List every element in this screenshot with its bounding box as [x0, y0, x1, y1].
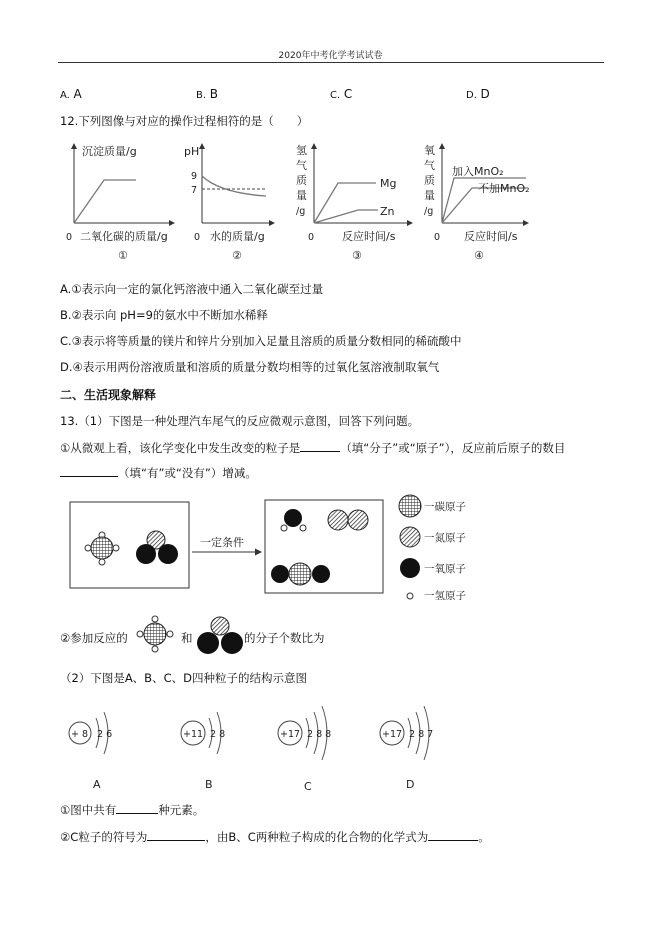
- particle-c-electrons: 2 8 8: [307, 729, 332, 740]
- graph-3-mg-label: Mg: [380, 177, 397, 190]
- q13-sub3-text-a: ①图中共有: [60, 803, 117, 817]
- atom-legend: [399, 495, 466, 600]
- graph-2-number: ②: [232, 249, 242, 262]
- legend-nitrogen-icon: [400, 527, 420, 547]
- hydrogen-atom: [167, 631, 173, 637]
- graph-4-ylabel-2: 气: [424, 159, 435, 172]
- methane-molecule: [85, 532, 119, 565]
- oxygen-atom: [284, 509, 302, 527]
- legend-carbon-icon: [399, 495, 421, 517]
- q13-sub1-line1: [60, 440, 565, 456]
- q12-stem: 12.下列图像与对应的操作过程相符的是（ ）: [60, 114, 309, 128]
- particle-c-charge: +17: [280, 729, 301, 740]
- graph-3-ylabel-2: 气: [296, 159, 307, 172]
- oxygen-atom: [312, 565, 330, 583]
- particle-b-electrons: 2 8: [210, 729, 226, 740]
- graph-3-zn-label: Zn: [380, 205, 395, 218]
- q12-graphs: [60, 138, 540, 266]
- legend-hydrogen-icon: [407, 593, 413, 599]
- legend-hydrogen-label: 一氢原子: [424, 590, 466, 600]
- graph-3-mg-line: [314, 183, 376, 223]
- q12-option-d: D.④表示用两份溶液质量和溶质的质量分数均相等的过氧化氢溶液制取氧气: [60, 360, 440, 374]
- option-letter: D.: [466, 90, 477, 101]
- particle-c-label: C: [304, 780, 312, 793]
- carbon-atom: [144, 623, 166, 645]
- q13-sub4-text-c: 。: [478, 830, 490, 844]
- q13-sub2-text-c: 的分子个数比为: [244, 631, 325, 645]
- graph-4: [424, 143, 530, 262]
- graph-2-tick-7: 7: [191, 185, 198, 196]
- graph-1-ylabel: 沉淀质量/g: [82, 145, 137, 158]
- particle-a-electrons: 2 6: [97, 729, 113, 740]
- nitrogen-atom: [211, 617, 229, 635]
- graph-4-origin: 0: [434, 232, 441, 243]
- graph-3-origin: 0: [308, 232, 315, 243]
- graph-4-ylabel-4: 量: [424, 189, 435, 202]
- option-value: B: [209, 87, 218, 101]
- particle-c: [278, 706, 331, 793]
- hydrogen-atom: [300, 525, 306, 531]
- nitrogen-molecule: [328, 510, 368, 530]
- carbon-atom: [91, 537, 113, 559]
- graph-3-ylabel-3: 质: [296, 174, 307, 187]
- q12-option-b: B.②表示向 pH=9的氨水中不断加水稀释: [60, 308, 268, 322]
- q13-sub4: [60, 829, 490, 845]
- q11-option-b: [196, 87, 218, 101]
- oxygen-atom: [197, 632, 219, 654]
- hydrogen-atom: [152, 616, 158, 622]
- oxygen-atom: [271, 565, 289, 583]
- hydrogen-atom: [99, 559, 105, 565]
- particle-d-label: D: [406, 778, 415, 791]
- graph-3-ylabel-1: 氢: [296, 144, 307, 157]
- graph-3-number: ③: [352, 249, 362, 262]
- section-2-title: 二、生活现象解释: [60, 388, 157, 402]
- methane-inline: [132, 612, 178, 656]
- q13-sub1-text-c: （填“有”或“没有”）增减。: [118, 466, 257, 480]
- particle-b: [181, 712, 225, 791]
- oxygen-atom: [221, 632, 243, 654]
- legend-carbon-label: 一碳原子: [424, 501, 466, 513]
- particle-d: [380, 706, 433, 791]
- hydrogen-atom: [152, 646, 158, 652]
- graph-4-ylabel-1: 氧: [424, 144, 435, 157]
- q11-option-a: [60, 87, 82, 101]
- oxygen-atom: [136, 544, 156, 564]
- particle-d-electrons: 2 8 7: [409, 729, 434, 740]
- graph-2-tick-9: 9: [191, 171, 198, 182]
- answer-blank-4[interactable]: [147, 830, 205, 841]
- q13-sub3: [60, 802, 204, 818]
- graph-1-number: ①: [118, 249, 128, 262]
- graph-2-ylabel: pH: [184, 145, 200, 158]
- legend-oxygen-icon: [400, 558, 420, 578]
- particle-b-label: B: [205, 778, 213, 791]
- graph-4-no-mno2-label: 不加MnO₂: [478, 182, 530, 195]
- option-letter: B.: [196, 90, 207, 101]
- graph-2-xlabel: 水的质量/g: [210, 230, 265, 243]
- q13-sub1-text-a: ①从微观上看，该化学变化中发生改变的粒子是: [60, 441, 301, 455]
- oxygen-atom: [158, 544, 178, 564]
- graph-2-curve: [202, 176, 266, 196]
- legend-oxygen-label: 一氧原子: [424, 563, 466, 575]
- graph-3-ylabel-4: 量: [296, 189, 307, 202]
- graph-4-mno2-label: 加入MnO₂: [452, 165, 504, 178]
- water-molecule: [281, 509, 306, 531]
- header-divider: [58, 62, 604, 63]
- legend-nitrogen-label: 一氮原子: [424, 532, 466, 544]
- q12-option-c: C.③表示将等质量的镁片和锌片分别加入足量且溶质的质量分数相同的稀硫酸中: [60, 334, 462, 348]
- q13-sub1-line2: [60, 465, 257, 481]
- hydrogen-atom: [113, 545, 119, 551]
- particle-a-charge: + 8: [71, 729, 89, 740]
- answer-blank-3[interactable]: [116, 803, 158, 814]
- option-value: D: [480, 87, 490, 101]
- graph-3-xlabel: 反应时间/s: [342, 230, 396, 243]
- graph-4-ylabel-3: 质: [424, 174, 435, 187]
- graph-3-zn-line: [314, 210, 378, 223]
- graph-2-origin: 0: [194, 232, 201, 243]
- nitrogen-atom: [348, 510, 368, 530]
- no2-molecule: [136, 531, 178, 564]
- particle-a-label: A: [93, 778, 101, 791]
- nitrogen-atom: [328, 510, 348, 530]
- q13-sub3-text-b: 种元素。: [158, 803, 205, 817]
- q12-option-a: A.①表示向一定的氯化钙溶液中通入二氧化碳至过量: [60, 282, 324, 296]
- answer-blank-5[interactable]: [428, 830, 478, 841]
- particle-b-charge: +11: [183, 729, 204, 740]
- q13-part2-intro: （2）下图是A、B、C、D四种粒子的结构示意图: [60, 671, 307, 685]
- q13-intro: 13.（1）下图是一种处理汽车尾气的反应微观示意图，回答下列问题。: [60, 414, 420, 428]
- particle-d-charge: +17: [382, 729, 403, 740]
- q13-sub2-text-a: ②参加反应的: [60, 631, 128, 645]
- graph-3: [296, 143, 410, 262]
- reaction-condition: 一定条件: [200, 536, 244, 549]
- answer-blank-1[interactable]: [300, 441, 340, 452]
- carbon-atom: [289, 563, 311, 585]
- no2-inline: [196, 616, 244, 656]
- q11-option-c: [330, 87, 352, 101]
- hydrogen-atom: [137, 631, 143, 637]
- graph-1: [66, 144, 172, 262]
- option-value: A: [73, 87, 82, 101]
- page-header: 2020年中考化学考试试卷: [278, 51, 383, 61]
- graph-3-ylabel-5: /g: [296, 206, 306, 217]
- hydrogen-atom: [281, 525, 287, 531]
- reaction-diagram: [60, 490, 480, 600]
- option-letter: C.: [330, 90, 341, 101]
- hydrogen-atom: [85, 545, 91, 551]
- graph-4-number: ④: [474, 249, 484, 262]
- graph-2: [184, 145, 272, 262]
- q13-sub1-text-b: （填“分子”或“原子”），反应前后原子的数目: [340, 441, 566, 455]
- q13-sub4-text-a: ②C粒子的符号为: [60, 830, 148, 844]
- q11-option-d: [466, 87, 490, 101]
- graph-1-xlabel: 二氧化碳的质量/g: [80, 230, 168, 243]
- q13-sub2-text-b: 和: [181, 631, 193, 645]
- q13-sub4-text-b: ，由B、C两种粒子构成的化合物的化学式为: [205, 830, 429, 844]
- graph-1-origin: 0: [66, 232, 73, 243]
- co2-molecule: [271, 563, 330, 585]
- particle-diagrams: [60, 700, 480, 800]
- answer-blank-2[interactable]: [60, 466, 118, 477]
- graph-4-xlabel: 反应时间/s: [464, 230, 518, 243]
- option-value: C: [343, 87, 353, 101]
- graph-4-ylabel-5: /g: [424, 206, 434, 217]
- option-letter: A.: [60, 90, 70, 101]
- particle-a: [69, 712, 112, 791]
- graph-1-curve: [74, 180, 136, 223]
